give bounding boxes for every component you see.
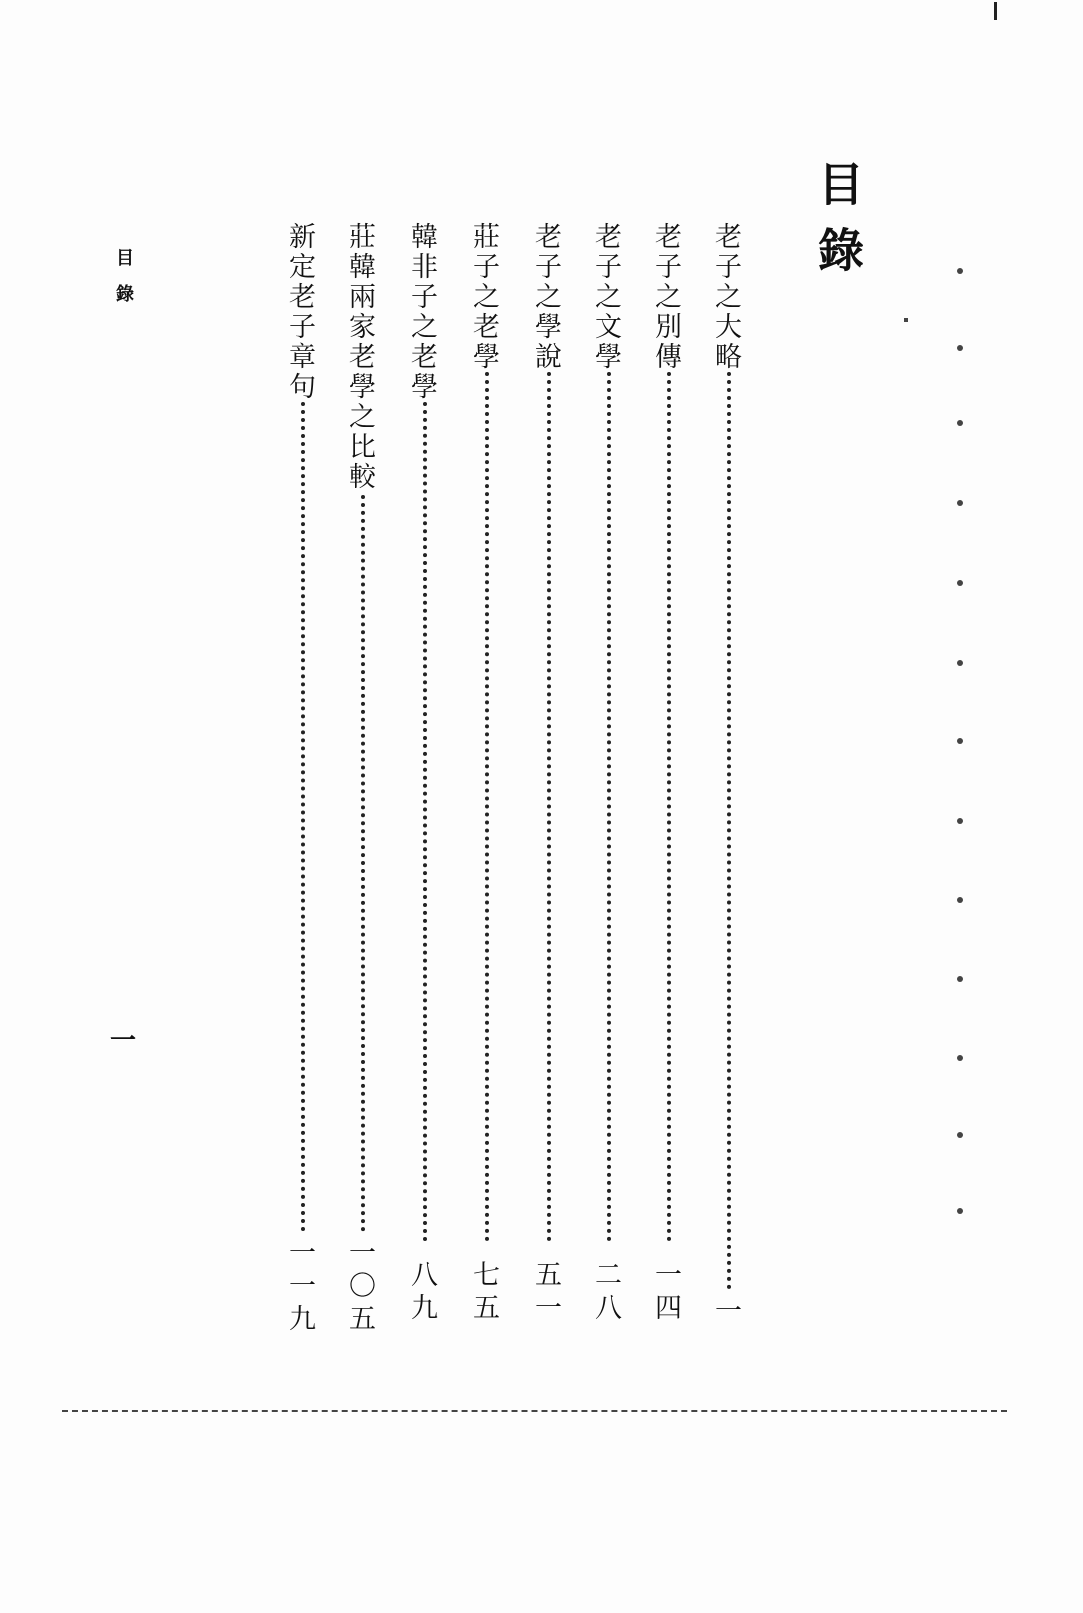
toc-entry-leader	[547, 372, 551, 1242]
toc-entry-title: 老子之學說	[530, 222, 561, 372]
toc-entry-page: 七五	[468, 1260, 499, 1326]
bottom-rule	[62, 1410, 1007, 1412]
toc-entry-title: 莊韓兩家老學之比較	[344, 222, 375, 492]
bleed-through-mark	[957, 580, 963, 586]
bleed-through-mark	[957, 818, 963, 824]
scan-edge-mark	[994, 2, 997, 20]
bleed-through-mark	[957, 500, 963, 506]
toc-entry-leader	[607, 372, 611, 1242]
toc-entry-leader	[667, 372, 671, 1242]
toc-entry-leader	[485, 372, 489, 1242]
bleed-through-mark	[957, 1208, 963, 1214]
toc-entry-page: 一四	[650, 1260, 681, 1326]
toc-entry-leader	[301, 402, 305, 1232]
toc-entry-leader	[727, 372, 731, 1290]
toc-entry-page: 一一九	[284, 1238, 315, 1337]
toc-entry-leader	[361, 495, 365, 1232]
toc-entry-leader	[423, 402, 427, 1242]
toc-entry-title: 老子之文學	[590, 222, 621, 372]
bleed-through-mark	[957, 738, 963, 744]
toc-entry-page: 五一	[530, 1260, 561, 1326]
toc-entry-page: 八九	[406, 1260, 437, 1326]
bleed-through-mark	[957, 1132, 963, 1138]
toc-entry-page: 一	[710, 1296, 741, 1329]
toc-entry-page: 一〇五	[344, 1238, 375, 1337]
bleed-through-mark	[957, 1055, 963, 1061]
bleed-through-mark	[957, 897, 963, 903]
toc-entry-title: 老子之別傳	[650, 222, 681, 372]
running-head: 目錄	[113, 248, 134, 320]
toc-entry-title: 老子之大略	[710, 222, 741, 372]
toc-entry-page: 二八	[590, 1260, 621, 1326]
bleed-through-mark	[957, 345, 963, 351]
bleed-through-mark	[957, 420, 963, 426]
page-number: 一	[110, 1026, 137, 1056]
toc-entry-title: 莊子之老學	[468, 222, 499, 372]
toc-entry-title: 新定老子章句	[284, 222, 315, 402]
contents-title: 目錄	[811, 160, 865, 292]
toc-entry-title: 韓非子之老學	[406, 222, 437, 402]
bleed-through-mark	[957, 976, 963, 982]
bleed-through-mark	[957, 660, 963, 666]
bleed-through-mark	[904, 318, 908, 322]
bleed-through-mark	[957, 268, 963, 274]
